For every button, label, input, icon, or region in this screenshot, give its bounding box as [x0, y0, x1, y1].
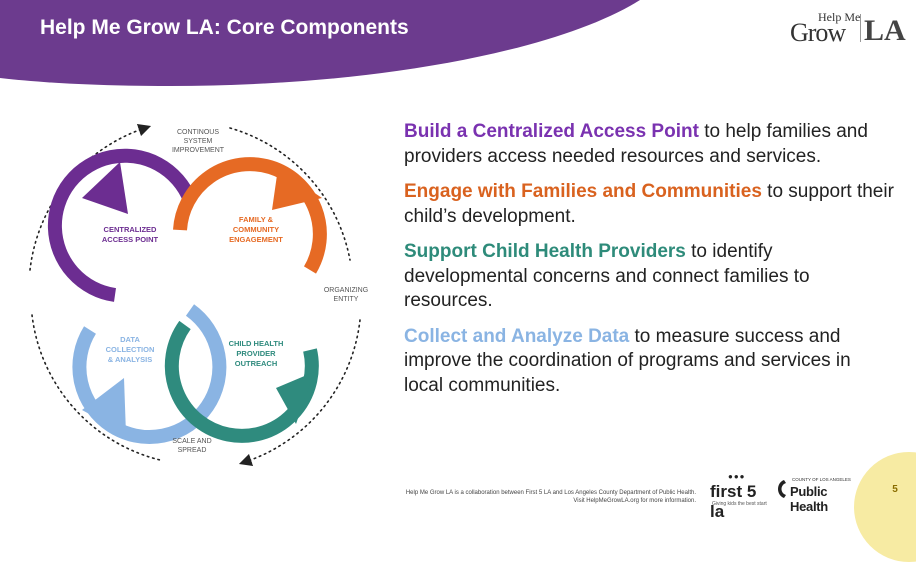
- circle-label-family-community-engagement: [229, 215, 283, 244]
- public-health-county: COUNTY OF LOS ANGELES: [792, 477, 851, 482]
- core-components-list: [404, 120, 894, 409]
- page-number: 5: [892, 484, 898, 495]
- label-continuous-improvement: [172, 129, 225, 154]
- public-health-name: Public Health: [790, 484, 828, 514]
- bullet-collect-data: [404, 325, 894, 399]
- bullet-support-providers: [404, 240, 894, 314]
- svg-text:CENTRALIZED: CENTRALIZED: [103, 225, 157, 234]
- bullet-heading: Support Child Health Providers: [404, 241, 686, 262]
- svg-text:DATA: DATA: [120, 335, 140, 344]
- svg-text:IMPROVEMENT: IMPROVEMENT: [171, 147, 225, 154]
- first5-dots-icon: ●●●: [728, 472, 746, 481]
- page-title: Help Me Grow LA: Core Components: [40, 16, 409, 39]
- svg-text:ACCESS POINT: ACCESS POINT: [101, 235, 159, 244]
- bullet-text: to measure success and improve the coordination of programs and services in local communities.: [404, 325, 851, 396]
- circle-label-child-health-provider-outreach: [229, 339, 284, 368]
- core-components-diagram: [20, 120, 380, 470]
- bullet-heading: Engage with Families and Communities: [404, 181, 762, 202]
- svg-text:SCALE AND: SCALE AND: [172, 438, 212, 445]
- first-5-la-logo: [708, 472, 770, 521]
- svg-text:PROVIDER: PROVIDER: [236, 349, 276, 358]
- svg-text:CHILD HEALTH: CHILD HEALTH: [228, 339, 284, 348]
- svg-text:& ANALYSIS: & ANALYSIS: [107, 355, 153, 364]
- bullet-engage-families: [404, 180, 894, 229]
- page-number-badge: [854, 452, 916, 562]
- svg-text:COLLECTION: COLLECTION: [105, 345, 155, 354]
- public-health-logo: [774, 476, 854, 514]
- footer-line-1: Help Me Grow LA is a collaboration between First 5 LA and Los Angeles County Department of Public Health.: [405, 490, 696, 496]
- svg-text:SPREAD: SPREAD: [177, 447, 207, 454]
- svg-text:SYSTEM: SYSTEM: [183, 138, 213, 145]
- public-health-mark-icon: [774, 479, 788, 499]
- svg-text:FAMILY &: FAMILY &: [238, 215, 274, 224]
- help-me-grow-la-logo: [790, 8, 908, 47]
- svg-text:COMMUNITY: COMMUNITY: [232, 225, 280, 234]
- svg-text:OUTREACH: OUTREACH: [234, 359, 278, 368]
- bullet-text: to identify developmental concerns and connect families to resources.: [404, 241, 810, 311]
- bullet-text: to help families and providers access needed resources and services.: [404, 121, 868, 167]
- bullet-text: to support their child’s development.: [404, 181, 894, 227]
- bullet-centralized-access: [404, 120, 894, 169]
- header-banner: [0, 0, 916, 90]
- label-organizing-entity: [324, 287, 368, 303]
- svg-text:CONTINOUS: CONTINOUS: [177, 129, 219, 136]
- logo-help-me: Help Me: [818, 10, 861, 24]
- svg-text:ENGAGEMENT: ENGAGEMENT: [229, 235, 283, 244]
- footer-line-2: Visit HelpMeGrowLA.org for more information.: [573, 498, 696, 504]
- logo-la: LA: [864, 14, 906, 47]
- bullet-heading: Collect and Analyze Data: [404, 325, 630, 347]
- logo-grow: Grow: [790, 18, 846, 47]
- logo-divider: [860, 14, 861, 42]
- footer-note: [380, 489, 696, 505]
- first5-tagline: Giving kids the best start: [712, 501, 767, 507]
- bullet-heading: Build a Centralized Access Point: [404, 121, 699, 142]
- circle-label-centralized-access-point: [102, 225, 159, 244]
- label-scale-and-spread: [172, 438, 211, 454]
- svg-text:ORGANIZING: ORGANIZING: [323, 287, 369, 294]
- first5-name: first 5 la: [710, 482, 757, 521]
- svg-text:ENTITY: ENTITY: [333, 296, 359, 303]
- circle-label-data-collection-analysis: [106, 335, 155, 364]
